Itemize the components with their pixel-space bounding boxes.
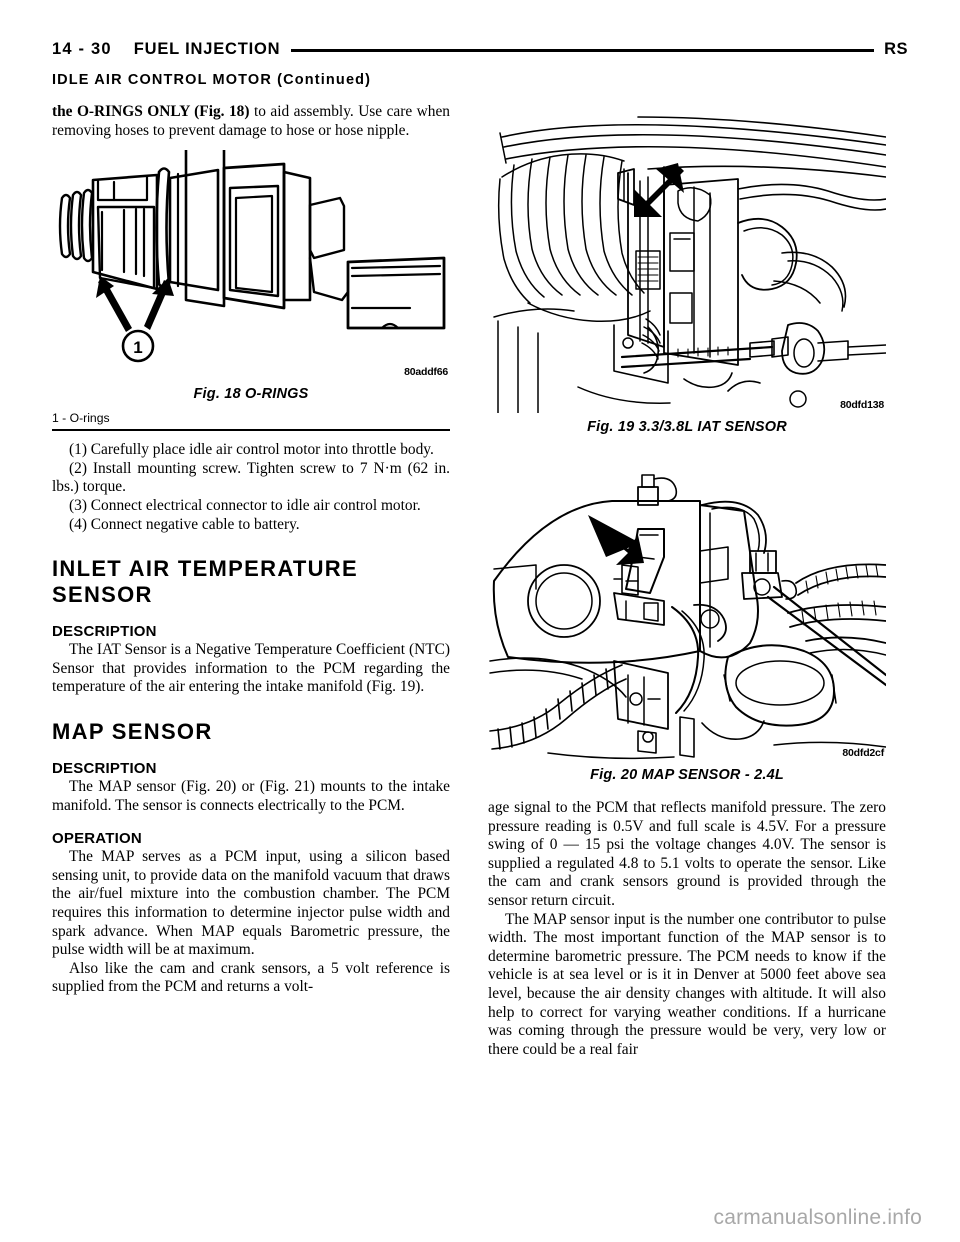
subheading-map-description: DESCRIPTION xyxy=(52,759,157,777)
figure-18-caption: Fig. 18 O-RINGS xyxy=(193,386,309,403)
figure-20-pointer-arrow xyxy=(588,515,644,565)
intro-paragraph xyxy=(52,103,450,140)
callout-balloon-1-label: 1 xyxy=(133,338,143,358)
figure-18-legend xyxy=(52,411,450,431)
header-rule xyxy=(291,49,874,52)
subheading-map-operation: OPERATION xyxy=(52,830,142,848)
figure-20-image-id: 80dfd2cf xyxy=(842,747,884,759)
figure-19-artwork xyxy=(488,103,886,413)
figure-18 xyxy=(52,150,450,431)
figure-20-caption: Fig. 20 MAP SENSOR - 2.4L xyxy=(590,767,784,783)
intro-rest-text: to aid assembly. Use care when removing hoses to prevent damage to hose or hose nipple. xyxy=(52,103,450,139)
subheading-iat-description: DESCRIPTION xyxy=(52,623,157,641)
figure-20-artwork xyxy=(488,461,886,761)
page-header xyxy=(52,36,908,62)
heading-map-sensor: MAP SENSOR xyxy=(52,718,213,744)
idle-air-control-motor-drawing xyxy=(52,150,450,380)
heading-inlet-air-temperature-sensor: INLET AIR TEMPERATURE SENSOR xyxy=(52,556,358,608)
figure-20 xyxy=(488,461,886,783)
map-operation-continued-2: The MAP sensor input is the number one contributor to pulse width. The most important function of the MAP sensor is to determine barometric pressure. The PCM needs to know if the vehicle is at sea level or is it in Denver at 5000 feet above sea level, because the air density changes with altitude. It will also help to correct for varying weather conditions. If a hurricane was coming through the pressure would be very, very low or there could be a real fair xyxy=(488,910,886,1058)
intro-bold-text: the O-RINGS ONLY (Fig. 18) xyxy=(52,103,250,120)
page-folio: 14 - 30 xyxy=(52,39,112,58)
step-3: (3) Connect electrical connector to idle air control motor. xyxy=(69,496,421,514)
figure-18-artwork xyxy=(52,150,450,380)
manual-code: RS xyxy=(884,39,908,58)
step-4: (4) Connect negative cable to battery. xyxy=(69,515,300,533)
right-column xyxy=(488,103,886,1059)
map-operation-paragraph-1: The MAP serves as a PCM input, using a silicon based sensing unit, to provide data on the manifold vacuum that draws the air/fuel mixture into the combustion chamber. The PCM requires this information to determine injector pulse width and spark advance. When MAP equals Barometric pressure, the pulse width will be at maximum. xyxy=(52,848,450,959)
map-operation-paragraph-2: Also like the cam and crank sensors, a 5 volt reference is supplied from the PCM and returns a volt- xyxy=(52,959,450,996)
figure-19-pointer-arrow xyxy=(634,163,684,217)
figure-19-caption: Fig. 19 3.3/3.8L IAT SENSOR xyxy=(587,419,787,435)
step-1: (1) Carefully place idle air control motor into throttle body. xyxy=(69,441,434,459)
section-title: FUEL INJECTION xyxy=(133,39,281,58)
figure-19-image-id: 80dfd138 xyxy=(840,399,884,411)
site-watermark: carmanualsonline.info xyxy=(713,1206,922,1229)
step-2: (2) Install mounting screw. Tighten screw to 7 N·m (62 in. lbs.) torque. xyxy=(52,459,450,496)
map-operation-continued-1: age signal to the PCM that reflects manifold pressure. The zero pressure reading is 0.5V and full scale is 4.5V. For a pressure swing of 0 — 15 psi the voltage changes 4.0V. The sensor is supplied a regulated 4.8 to 5.1 volts to operate the sensor. Like the cam and crank sensors ground is provided through the sensor return circuit. xyxy=(488,799,886,909)
left-column xyxy=(52,103,450,997)
iat-sensor-engine-drawing xyxy=(488,103,886,413)
figure-18-image-id: 80addf66 xyxy=(404,366,448,379)
legend-item: 1 - O-rings xyxy=(52,411,110,426)
figure-19 xyxy=(488,103,886,435)
map-sensor-engine-drawing xyxy=(488,461,886,761)
map-description-text: The MAP sensor (Fig. 20) or (Fig. 21) mounts to the intake manifold. The sensor is connects electrically to the PCM. xyxy=(52,777,450,814)
iat-description-text: The IAT Sensor is a Negative Temperature Coefficient (NTC) Sensor that provides information to the PCM regarding the temperature of the air entering the intake manifold (Fig. 19). xyxy=(52,641,450,696)
continued-heading: IDLE AIR CONTROL MOTOR (Continued) xyxy=(52,72,372,88)
